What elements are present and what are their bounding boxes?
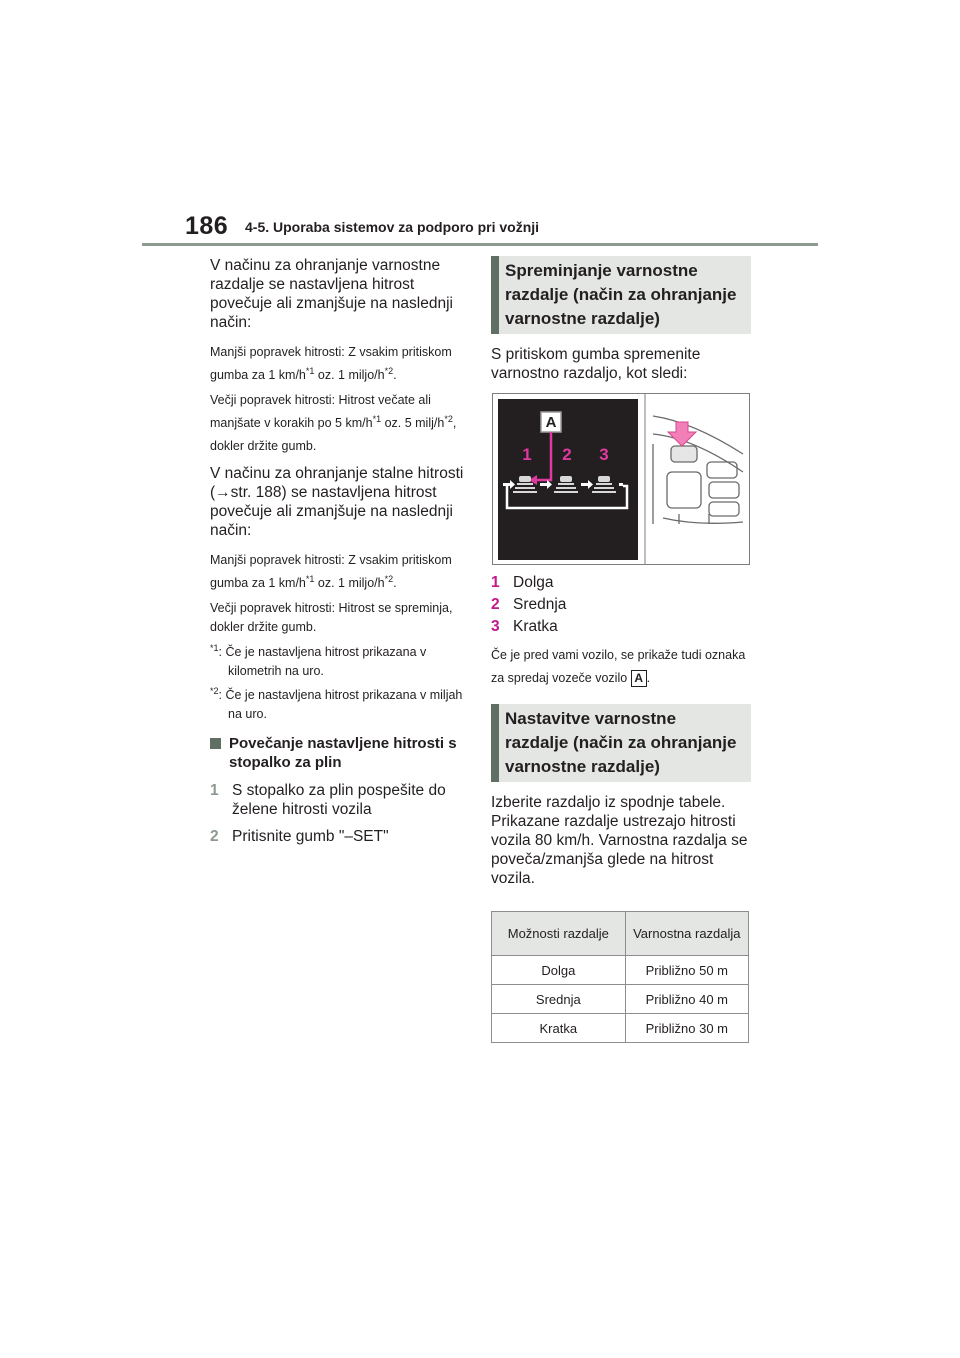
illustration-svg <box>493 394 749 564</box>
table-cell: Kratka <box>492 1014 626 1043</box>
minor-adjust-2: Manjši popravek hitrosti: Z vsakim pritiskom gumba za 1 $km/h^{*1}$ oz. 1 miljo/$h^{*2}$. <box>210 553 452 590</box>
table-header-row <box>492 912 749 956</box>
table-cell: Dolga <box>492 956 626 985</box>
figure-num-3: 3 <box>599 445 609 464</box>
distance-option-3: 3 Kratka <box>491 618 558 635</box>
table-header-distance: Varnostna razdalja <box>625 912 748 956</box>
paragraph-distance-settings: Izberite razdaljo iz spodnje tabele. Prikazane razdalje ustrezajo hitrosti vozila 80 km/h. Varnostna razdalja se poveča/zmanjša glede na hitrost vozila. <box>491 794 748 887</box>
label-a-text: A <box>545 414 557 431</box>
minor-adjust-1: Manjši popravek hitrosti: Z vsakim pritiskom gumba za 1 $km/h^{*1}$ oz. 1 miljo/$h^{*2}$. <box>210 345 452 382</box>
table-header-options: Možnosti razdalje <box>492 912 626 956</box>
figure-num-1: 1 <box>522 445 532 464</box>
distance-option-2: 2 Srednja <box>491 596 567 613</box>
label-a-badge: A <box>631 670 647 687</box>
heading-change-distance: Spreminjanje varnostne razdalje (način za ohranjanje varnostne razdalje) <box>491 256 751 334</box>
heading-distance-settings: Nastavitve varnostne razdalje (način za ohranjanje varnostne razdalje) <box>491 704 751 782</box>
distance-button-illustration <box>492 393 750 565</box>
figure-num-2: 2 <box>562 445 572 464</box>
press-arrow-icon <box>668 422 696 446</box>
table-row <box>492 1014 749 1043</box>
subheading-accelerator: Povečanje nastavljene hitrosti s stopalko za plin <box>210 734 465 772</box>
square-bullet-icon <box>210 738 221 749</box>
steering-switch-drawing <box>653 416 743 524</box>
section-title: 4-5. Uporaba sistemov za podporo pri vožnji <box>245 219 540 235</box>
footnote-1: $^{*1}$: Če je nastavljena hitrost prikazana v kilometrih na uro. <box>210 642 427 678</box>
step-1: 1 S stopalko za plin pospešite do želene hitrosti vozila <box>210 782 446 818</box>
intro-paragraph-1: V načinu za ohranjanje varnostne razdalje se nastavljena hitrost povečuje ali zmanjšuje na naslednji način: <box>210 257 453 331</box>
table-cell: Približno 40 m <box>625 985 748 1014</box>
table-cell: Približno 30 m <box>625 1014 748 1043</box>
major-adjust-2: Večji popravek hitrosti: Hitrost se spreminja, dokler držite gumb. <box>210 601 453 634</box>
footnote-2: $^{*2}$: Če je nastavljena hitrost prikazana v miljah na uro. <box>210 685 463 721</box>
distance-table <box>491 911 749 1043</box>
intro-paragraph-2: V načinu za ohranjanje stalne hitrosti (→str. 188) se nastavljena hitrost povečuje ali zmanjšuje na naslednji način: <box>210 465 464 539</box>
vehicle-ahead-note: Če je pred vami vozilo, se prikaže tudi oznaka za spredaj vozeče vozilo A . <box>491 648 746 686</box>
left-column <box>210 256 465 854</box>
right-column <box>491 256 751 1043</box>
page-number: 186 <box>185 212 229 240</box>
table-row <box>492 956 749 985</box>
table-cell: Srednja <box>492 985 626 1014</box>
paragraph-change-distance: S pritiskom gumba spremenite varnostno razdaljo, kot sledi: <box>491 346 701 382</box>
step-2: 2 Pritisnite gumb "–SET" <box>210 828 389 845</box>
major-adjust-1: Večji popravek hitrosti: Hitrost večate ali manjšate v korakih po 5 $km/h^{*1}$ oz. 5 milj/$h^{*2}$, dokler držite gumb. <box>210 393 457 453</box>
distance-option-1: 1 Dolga <box>491 574 554 591</box>
table-row <box>492 985 749 1014</box>
table-cell: Približno 50 m <box>625 956 748 985</box>
header-rule <box>142 243 818 246</box>
